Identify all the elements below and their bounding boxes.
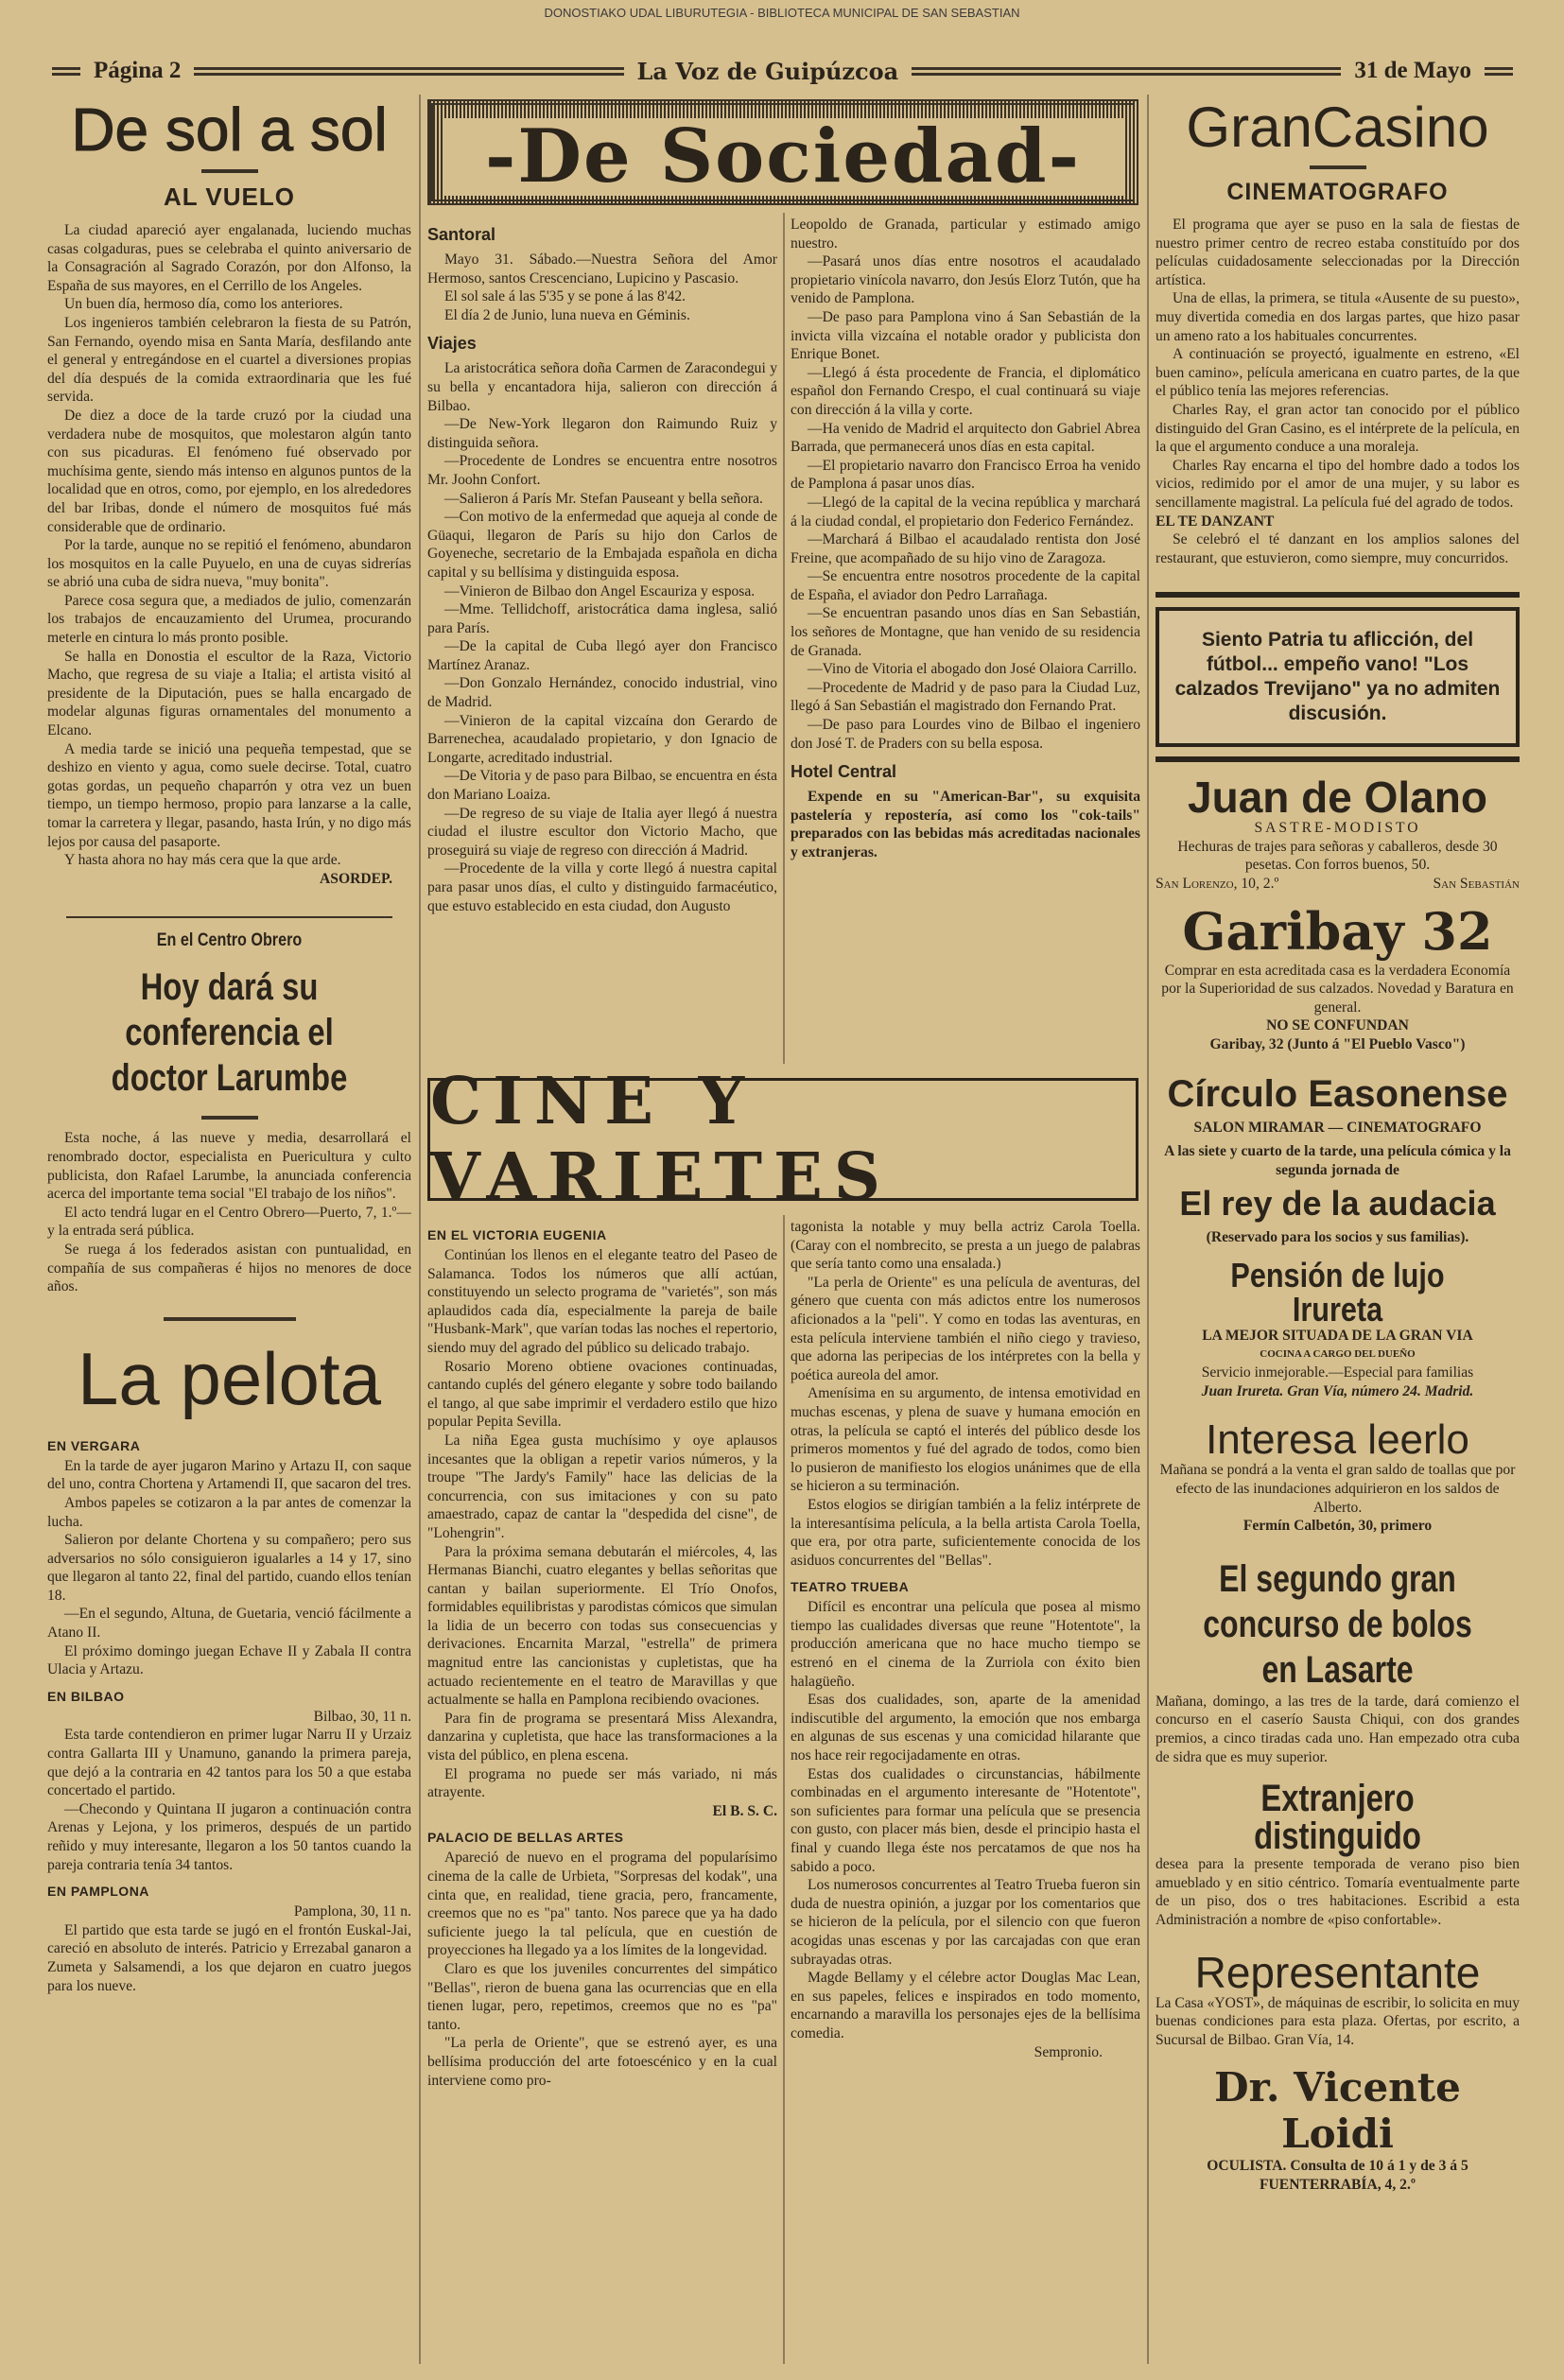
paragraph: —En el segundo, Altuna, de Guetaria, venció fácilmente a Atano II.: [47, 1606, 411, 1642]
ad-title: Juan de Olano: [1188, 773, 1487, 823]
paragraph: A continuación se proyectó, igualmente en estreno, «El buen camino», película americana en cuatro partes, de la que el público tenía las mejores referencias.: [1156, 346, 1520, 400]
paragraph: Charles Ray encarna el tipo del hombre dado a todos los vicios, redimido por el amor de una mujer, y su labor es sencillamente magistral. La película fué del agrado de todos.: [1156, 457, 1520, 511]
sociedad-column-1: [427, 216, 777, 1067]
paragraph: El acto tendrá lugar en el Centro Obrero—Puerto, 7, 1.º—y la entrada será pública.: [47, 1204, 411, 1240]
hotel-central-head: Hotel Central: [791, 762, 897, 782]
trevijano-ad: Siento Patria tu aflicción, del fútbol... empeño vano! "Los calzados Trevijano" ya no admiten discusión.: [1156, 607, 1520, 747]
ad-city: San Sebastián: [1433, 876, 1520, 893]
dateline: Pamplona, 30, 11 n.: [293, 1903, 411, 1920]
paragraph: tagonista la notable y muy bella actriz Carola Toella. (Caray con el nombrecito, se presta a un juego de palabras que sería tanto como una ensalada.): [791, 1219, 1140, 1273]
paragraph: El programa que ayer se puso en la sala de fiestas de nuestro primer centro de recreo estaba constituído por dos películas cuidadosamente seleccionadas por la Dirección artística.: [1156, 217, 1520, 288]
la-pelota-title: La pelota: [78, 1336, 381, 1420]
paragraph: Expende en su "American-Bar", su exquisita pastelería y repostería, así como los "cok-tails" preparados con las bebidas más acreditadas nacionales y extranjeras.: [791, 789, 1140, 860]
de-sociedad-title: -De Sociedad-: [443, 118, 1123, 196]
teatro-trueba-head: TEATRO TRUEBA: [791, 1579, 910, 1595]
victoria-eugenia-text: [427, 1246, 777, 1802]
ad-address: San Lorenzo, 10, 2.º: [1156, 876, 1279, 893]
paragraph: Parece cosa segura que, a mediados de julio, comenzarán los trabajos de encauzamiento del Urumea, procurando meterle en cintura lo más pronto posible.: [47, 592, 411, 647]
section-head-bilbao: EN BILBAO: [47, 1688, 125, 1704]
page-header: [52, 55, 1513, 87]
paragraph: Se halla en Donostia el escultor de la Raza, Victorio Macho, que regresa de su viaje a Italia; el artista visitó al presidente de la Diputación, pues se halla encargado de modelar algunas figuras ornamentales del monumento a Elcano.: [47, 648, 411, 739]
victoria-eugenia-head: EN EL VICTORIA EUGENIA: [427, 1227, 607, 1242]
paragraph: El programa no puede ser más variado, ni más atrayente.: [427, 1765, 777, 1801]
paragraph: A media tarde se inició una pequeña tempestad, que se deshizo en viento y agua, como suele decirse. Total, cuatro gotas gordas, un pequeño chaparrón y otra vez un buen tiempo, un tiempo hermoso, propio para lanzarse a la calle, tomar la carretera y llegar, pasando, hasta Irún, y no digo más lejos por causa del pasaporte.: [47, 740, 411, 850]
ad-address: Juan Irureta. Gran Vía, número 24. Madrid.: [1201, 1382, 1474, 1399]
paragraph: —Salieron á París Mr. Stefan Pauseant y bella señora.: [444, 490, 763, 507]
ad-title: Extranjero distinguido: [1254, 1778, 1421, 1858]
viajes-head: Viajes: [427, 334, 477, 354]
paragraph: —Ha venido de Madrid el arquitecto don Gabriel Abrea Barrada, que permanecerá unos días en esta capital.: [791, 420, 1140, 456]
paragraph: —De paso para Pamplona vino á San Sebastián de la invicta villa vizcaína el notable orador y publicista don Enrique Bonet.: [791, 308, 1140, 363]
paragraph: Se ruega á los federados asistan con puntualidad, en compañía de sus compañeras é hijos no menores de doce años.: [47, 1241, 411, 1295]
cine-column-1: [427, 1218, 777, 2367]
column-divider: [1147, 95, 1149, 2364]
te-danzant-head: EL TE DANZANT: [1156, 512, 1275, 530]
ad-note: (Reservado para los socios y sus familias).: [1206, 1229, 1469, 1246]
newspaper-name: La Voz de Guipúzcoa: [636, 57, 899, 85]
ad-title: Garibay 32: [1182, 900, 1493, 962]
representante-ad: [1156, 1947, 1520, 2050]
gran-casino-title: GranCasino: [1186, 99, 1489, 159]
cinematografo-subtitle: CINEMATOGRAFO: [1226, 179, 1449, 205]
ad-text: Mañana se pondrá a la venta el gran saldo de toallas que por efecto de las inundaciones adquirieron en los saldos de Alberto.: [1159, 1462, 1516, 1516]
paragraph: —Llegó de la capital de la vecina república y marchará á la ciudad condal, el propietario don Federico Fernández.: [791, 494, 1140, 530]
paragraph: Estos elogios se dirigían también a la feliz intérprete de la interesantísima película, a la bella artista Carola Toella, que era, por otra parte, suficientemente conocida de los asiduos concurrentes del "Bellas".: [791, 1496, 1140, 1569]
divider: [201, 1116, 258, 1120]
garibay-ad: [1156, 901, 1520, 1054]
section-head-vergara: EN VERGARA: [47, 1437, 141, 1453]
divider: [66, 916, 392, 918]
pension-ad: [1156, 1256, 1520, 1400]
library-watermark: DONOSTIAKO UDAL LIBURUTEGIA - BIBLIOTECA MUNICIPAL DE SAN SEBASTIAN: [544, 6, 1020, 20]
bilbao-report: [47, 1726, 411, 1874]
paragraph: —Se encuentran pasando unos días en San Sebastián, los señores de Montagne, que han venido de su residencia de Granada.: [791, 605, 1140, 659]
interesa-ad: [1156, 1416, 1520, 1535]
paragraph: Los numerosos concurrentes al Teatro Trueba fueron sin duda de nuestra opinión, a juzgar por los comentarios que se hicieron de la película, por el silencio con que fueron acogidas unas escenas y por las carcajadas con que eran subrayadas otras.: [791, 1877, 1140, 1968]
header-rule: [912, 67, 1341, 76]
paragraph: —De la capital de Cuba llegó ayer don Francisco Martínez Aranaz.: [427, 638, 777, 673]
ad-subtitle: SALON MIRAMAR — CINEMATOGRAFO: [1193, 1119, 1482, 1136]
paragraph: —De regreso de su viaje de Italia ayer llegó á nuestra ciudad el ilustre escultor don Victorio Macho, que proseguirá su viaje de regreso con dirección á Madrid.: [427, 805, 777, 859]
paragraph: —De paso para Lourdes vino de Bilbao el ingeniero don José T. de Praders con su bella esposa.: [791, 717, 1140, 752]
paragraph: La niña Egea gusta muchísimo y oye aplausos incesantes que la obligan a repetir varios números, y la troupe "The Jardy's Family" hace las delicias de la concurrencia, con sus imitaciones y con su pato amaestrado, capaz de cantar la "despedida del cisne", de "Lohengrin".: [427, 1432, 777, 1541]
article-signature: Sempronio.: [1034, 2043, 1103, 2060]
paragraph: El sol sale á las 5'35 y se pone á las 8'42.: [444, 288, 686, 305]
paragraph: Apareció de nuevo en el programa del popularísimo cinema de la calle de Urbieta, "Sorpresas del kodak", una cinta que, en realidad, tiene gracia, pero, francamente, creemos que no es "pa" tanto. Nos parece que ya ha dado suficiente juego la tal película, que en cuestión de proyecciones ha llegado ya a los límites de la longevidad.: [427, 1850, 777, 1959]
ad-title: Interesa leerlo: [1206, 1416, 1469, 1464]
bellas-artes-head: PALACIO DE BELLAS ARTES: [427, 1830, 624, 1846]
paragraph: —El propietario navarro don Francisco Erroa ha venido de Pamplona á pasar unos días.: [791, 457, 1140, 493]
header-rule: [194, 67, 623, 76]
issue-date: 31 de Mayo: [1354, 58, 1471, 83]
larumbe-article: [47, 1129, 411, 1295]
column-divider: [783, 213, 785, 1064]
viajes-continued: [791, 216, 1140, 753]
ad-title: Círculo Easonense: [1167, 1072, 1508, 1115]
paragraph: Claro es que los juveniles concurrentes del simpático "Bellas", rieron de buena gana las ocurrencias que en ella tienen lugar, pero, repetimos, creemos que no es "pa" tanto.: [427, 1960, 777, 2033]
ad-film-title: El rey de la audacia: [1179, 1184, 1496, 1224]
bellas-artes-text: [427, 1849, 777, 2090]
gran-casino-article: [1156, 216, 1520, 512]
ad-text: Comprar en esta acreditada casa es la verdadera Economía por la Superioridad de sus calzados. Novedad y Baratura en general.: [1161, 962, 1514, 1016]
paragraph: La ciudad apareció ayer engalanada, luciendo muchas casas colgaduras, pues se celebraba el quinto aniversario de la Consagración al Sagrado Corazón, por don Alfonso, la España de sus mayores, en el Cerrillo de los Angeles.: [47, 222, 411, 294]
ad-address: FUENTERRABÍA, 4, 2.º: [1260, 2176, 1416, 2193]
paragraph: —Se encuentra entre nosotros procedente de la capital de España, el aviador don Pedro Larrañaga.: [791, 568, 1140, 603]
larumbe-headline: Hoy dará su conferencia el doctor Larumbe: [111, 966, 348, 1100]
header-rule: [52, 67, 80, 76]
de-sol-a-sol-article: [47, 221, 411, 870]
ad-text: Mañana, domingo, a las tres de la tarde, dará comienzo el concurso en el caserío Sausta Chiqui, con dos grandes premios, a cinco tiradas cada uno. Han empezado otra cuba de sidra que es muy superior.: [1156, 1693, 1520, 1765]
paragraph: Salieron por delante Chortena y su compañero; pero sus adversarios no sólo consiguieron igualarles a 14 y 17, sino que llegaron al tanto 22, final del partido, cuando ellos tenían 18.: [47, 1532, 411, 1604]
paragraph: —Vinieron de Bilbao don Angel Escauriza y esposa.: [444, 582, 756, 599]
paragraph: Amenísima en su argumento, de intensa emotividad en muchas escenas, y plena de suave y humana emoción en otras, la película se captó el interés del público desde los primeros momentos y fué del agrado de todos, como bien lo pusieron de manifiesto los elogios unánimes que de ella se hicieron a su terminación.: [791, 1385, 1140, 1495]
cine-varietes-title: CINE Y VARIETES: [430, 1064, 892, 1215]
divider: [201, 169, 258, 173]
paragraph: —De New-York llegaron don Raimundo Ruiz y distinguida señora.: [427, 416, 777, 451]
paragraph: "La perla de Oriente" es una película de aventuras, del género que cuenta con más adictos entre los numerosos aficionados a la "peli". Y como en todas las aventuras, en esta película interviene también el niño ciego y travieso, que adorna las peripecias de los intérpretes con la bella y poética aureola del amor.: [791, 1274, 1140, 1383]
vergara-report: [47, 1457, 411, 1679]
paragraph: —Mme. Tellidchoff, aristocrática dama inglesa, salió para París.: [427, 601, 777, 636]
ad-address: Garibay, 32 (Junto á "El Pueblo Vasco"): [1209, 1036, 1466, 1053]
pamplona-report: [47, 1921, 411, 1995]
paragraph: Magde Bellamy y el célebre actor Douglas Mac Lean, en sus papeles, felices e inspirados en todo momento, encarnando a maravilla los personajes ejes de la bellísima comedia.: [791, 1970, 1140, 2041]
extranjero-ad: [1156, 1780, 1520, 1929]
paragraph: Una de ellas, la primera, se titula «Ausente de su puesto», muy divertida comedia en dos largas partes, que hizo pasar un ameno rato a los habituales concurrentes.: [1156, 290, 1520, 344]
section-head-pamplona: EN PAMPLONA: [47, 1884, 149, 1900]
paragraph: —Checondo y Quintana II jugaron a continuación contra Arenas y Lejona, y los primeros, después de un partido reñido y muy interesante, llegaron a los 50 tantos cuando la pareja contraria tenía 34 tantos.: [47, 1800, 411, 1873]
olano-ad: [1156, 775, 1520, 893]
paragraph: Rosario Moreno obtiene ovaciones continuadas, cantando cuplés del género elegante y sobre todo bailando el tango, al que sabe imprimir el verdadero estilo que hizo popular Pepita Sevilla.: [427, 1358, 777, 1431]
ad-title: El segundo gran concurso de bolos en Lasarte: [1203, 1557, 1472, 1691]
santoral-head: Santoral: [427, 225, 496, 244]
paragraph: Los ingenieros también celebraron la fiesta de su Patrón, San Fernando, oyendo misa en Santa María, desfilando ante el general y entregándose en el cuartel a diversiones propias del día después de la comida extraordinaria que les fué servida.: [47, 314, 411, 406]
paragraph: Un buen día, hermoso día, como los anteriores.: [64, 296, 343, 313]
ad-text: desea para la presente temporada de verano piso bien amueblado y en sitio céntrico. Tomaría eventualmente parte de un piso, dos o tres habitaciones. Escribid a esta Administración a nombre de «piso confortable».: [1156, 1856, 1520, 1928]
article-signature: ASORDEP.: [320, 870, 392, 887]
paragraph: Esta tarde contendieron en primer lugar Narru II y Urzaiz contra Gallarta III y Unamuno, ganando la primera pareja, que dejó a la contraria en 42 tantos para los 50 a que estaba concertado el partido.: [47, 1727, 411, 1799]
ad-text: OCULISTA. Consulta de 10 á 1 y de 3 á 5: [1207, 2158, 1468, 2175]
te-danzant-text: Se celebró el té danzant en los amplios salones del restaurant, que estuvieron, como siempre, muy concurridos.: [1156, 531, 1520, 566]
ad-text: A las siete y cuarto de la tarde, una película cómica y la segunda jornada de: [1164, 1143, 1511, 1178]
teatro-trueba-text: [791, 1598, 1140, 2042]
paragraph: Esas dos cualidades, son, aparte de la amenidad indiscutible del argumento, la emoción que nos embarga en algunas de sus escenas y una comicidad hilarante que nos hace reir regocijadamente en otras.: [791, 1692, 1140, 1764]
paragraph: De diez a doce de la tarde cruzó por la ciudad una verdadera nube de mosquitos, que molestaron algún tanto con sus picaduras. El fenómeno fué observado por muchísima gente, siendo más intenso en algunos puntos de la localidad que en otros, como, por ejemplo, en los alrededores del bar Iribas, donde el número de mosquitos fué más considerable que de ordinario.: [47, 407, 411, 535]
page-number: Página 2: [94, 58, 182, 83]
article-signature: El B. S. C.: [712, 1802, 777, 1819]
paragraph: —Procedente de Londres se encuentra entre nosotros Mr. Joohn Confort.: [427, 453, 777, 488]
de-sol-a-sol-title: De sol a sol: [71, 99, 388, 164]
paragraph: Y hasta ahora no hay más cera que la que arde.: [64, 852, 341, 869]
paragraph: Charles Ray, el gran actor tan conocido por el público distinguido del Gran Casino, es el intérprete de la película, en la que el argumento conduce a una moraleja.: [1156, 401, 1520, 456]
paragraph: —De Vitoria y de paso para Bilbao, se encuentra en ésta don Mariano Loaiza.: [427, 768, 777, 804]
paragraph: —Don Gonzalo Hernández, conocido industrial, vino de Madrid.: [427, 675, 777, 711]
paragraph: El día 2 de Junio, luna nueva en Géminis.: [444, 306, 690, 323]
bolos-ad: [1156, 1556, 1520, 1766]
paragraph: —Marchará á Bilbao el acaudalado rentista don José Freine, que acompañado de su hijo vino de Zaragoza.: [791, 531, 1140, 566]
paragraph: En la tarde de ayer jugaron Marino y Artazu II, con saque del uno, contra Chortena y Artamendi II, que sacaron del tres.: [47, 1457, 411, 1493]
paragraph: —Vino de Vitoria el abogado don José Olaiora Carrillo.: [808, 661, 1138, 678]
paragraph: Difícil es encontrar una película que posea al mismo tiempo las cualidades diversas que reune "Hotentote", la producción americana que no hace mucho tiempo se estrenó en el cinema de la Zurriola con éxito bien halagüeño.: [791, 1599, 1140, 1690]
paragraph: Por la tarde, aunque no se repitió el fenómeno, abundaron los mosquitos en la calle Puyuelo, en una de cuyas sidrerías se abrió una cuba de sidra nueva, "muy bonita".: [47, 537, 411, 591]
paragraph: —Procedente de la villa y corte llegó á nuestra capital para pasar unos días, el culto y distinguido farmacéutico, que estuvo establecido en esta ciudad, don Augusto: [427, 860, 777, 914]
column-divider: [783, 1215, 785, 2364]
ad-title: Pensión de lujo Irureta: [1230, 1256, 1445, 1329]
al-vuelo-subtitle: AL VUELO: [164, 182, 295, 211]
loidi-ad: [1156, 2064, 1520, 2194]
sociedad-column-2: [791, 216, 1140, 1067]
ad-title: Representante: [1194, 1947, 1481, 1997]
paragraph: Continúan los llenos en el elegante teatro del Paseo de Salamanca. Todos los números que allí actúan, constituyendo un selecto programa de "varietés", son más aplaudidos cada día, especialmente la pareja de baile "Husbank-Mark", que varían todas las noches el repertorio, siendo muy del agrado del público su delicado trabajo.: [427, 1247, 777, 1356]
ad-text: La Casa «YOST», de máquinas de escribir, lo solicita en muy buenas condiciones para esta plaza. Ofertas, por escrito, a Sucursal de Bilbao. Gran Vía, 14.: [1156, 1994, 1520, 2048]
paragraph: Para la próxima semana debutarán el miércoles, 4, las Hermanas Bianchi, cuatro elegantes y bellas señoritas que cantan y bailan superiormente. El Trío Onofos, formidables equilibristas y parodistas cómicos que simulan la lidia de un becerro con todas sus consecuencias y derivaciones. Encarnita Marzal, "estrella" de primera magnitud entre las cancionistas y cupletistas, que ha actuado recientemente en el teatro de Maravillas y que actualmente se halla en Pamplona recibiendo ovaciones.: [427, 1543, 777, 1709]
divider: [1310, 165, 1366, 169]
hotel-central-text: [791, 788, 1140, 861]
paragraph: Para fin de programa se presentará Miss Alexandra, danzarina y cupletista, que hace las transformaciones a la vista del público, en plena escena.: [427, 1710, 777, 1764]
ad-subtitle: LA MEJOR SITUADA DE LA GRAN VIA: [1202, 1328, 1473, 1344]
paragraph: Leopoldo de Granada, particular y estimado amigo nuestro.: [791, 217, 1140, 252]
bellas-artes-continued: [791, 1218, 1140, 1570]
ad-subtitle: SASTRE-MODISTO: [1254, 820, 1421, 837]
paragraph: El partido que esta tarde se jugó en el frontón Euskal-Jai, careció en absoluto de interés. Patricio y Errezabal ganaron a Zumeta y Salsamendi, a los que dejaron en cuatro juegos para los nueve.: [47, 1921, 411, 1994]
paragraph: —Vinieron de la capital vizcaína don Gerardo de Barrenechea, acaudalado propietario, y don Ignacio de Longarte, acreditado industrial.: [427, 712, 777, 766]
circulo-ad: [1156, 1072, 1520, 1247]
paragraph: —Con motivo de la enfermedad que aqueja al conde de Güaqui, llegaron de París su hijo don Carlos de Goyeneche, secretario de la Embajada española en dicha capital y su bellísima y distinguida esposa.: [427, 509, 777, 581]
ad-address: Fermín Calbetón, 30, primero: [1243, 1518, 1433, 1535]
paragraph: Mayo 31. Sábado.—Nuestra Señora del Amor Hermoso, santos Crescenciano, Lupicino y Pascasio.: [427, 252, 777, 287]
cine-column-2: [791, 1218, 1140, 2367]
ad-text: Hechuras de trajes para señoras y caballeros, desde 30 pesetas. Con forros buenos, 50.: [1177, 838, 1498, 874]
paragraph: Estas dos cualidades o circunstancias, hábilmente combinadas en el argumento interesante de "Hotentote", son suficientes para formar una película que se presencia con gusto, con placer más bien, desde el principio hasta el final y cuando llega éste nos percatamos de que nos ha sabido a poco.: [791, 1765, 1140, 1875]
left-column: [47, 99, 411, 2369]
right-column: [1156, 99, 1520, 2369]
paragraph: Ambos papeles se cotizaron a la par antes de comenzar la lucha.: [47, 1494, 411, 1530]
ad-warning: NO SE CONFUNDAN: [1266, 1017, 1409, 1034]
cine-varietes-banner: [427, 1064, 1138, 1215]
paragraph: El próximo domingo juegan Echave II y Zabala II contra Ulacia y Artazu.: [47, 1642, 411, 1678]
dateline: Bilbao, 30, 11 n.: [313, 1708, 411, 1725]
paragraph: —Llegó á ésta procedente de Francia, el diplomático español don Fernando Crespo, el cual continuará su viaje con dirección á la villa y corte.: [791, 364, 1140, 418]
paragraph: —Pasará unos días entre nosotros el acaudalado propietario vinícola navarro, don Jesús Elorz Tutón, que ha venido de Pamplona.: [791, 253, 1140, 307]
de-sociedad-banner: [427, 99, 1138, 205]
paragraph: —Procedente de Madrid y de paso para la Ciudad Luz, llegó á San Sebastián el magistrado don Fernando Prat.: [791, 679, 1140, 715]
ad-text: Servicio inmejorable.—Especial para familias: [1201, 1364, 1474, 1381]
centro-obrero-kicker: En el Centro Obrero: [156, 930, 303, 951]
paragraph: La aristocrática señora doña Carmen de Zaracondegui y su bella y encantadora hija, salieron con dirección á Bilbao.: [427, 360, 777, 414]
divider: [164, 1317, 296, 1321]
column-divider: [419, 95, 421, 2364]
paragraph: "La perla de Oriente", que se estrenó ayer, es una bellísima producción del arte fotoescénico y en la cual interviene como pro-: [427, 2035, 777, 2089]
ad-kitchen-note: COCINA A CARGO DEL DUEÑO: [1260, 1347, 1416, 1360]
viajes-text: [427, 359, 777, 915]
ad-title: Dr. Vicente Loidi: [1214, 2064, 1461, 2158]
paragraph: Esta noche, á las nueve y media, desarrollará el renombrado doctor, especialista en Puericultura y culto publicista, don Rafael Larumbe, la anunciada conferencia acerca del importante tema social "El trabajo de los niños".: [47, 1130, 411, 1203]
santoral-text: [427, 251, 777, 324]
header-rule: [1485, 67, 1513, 76]
